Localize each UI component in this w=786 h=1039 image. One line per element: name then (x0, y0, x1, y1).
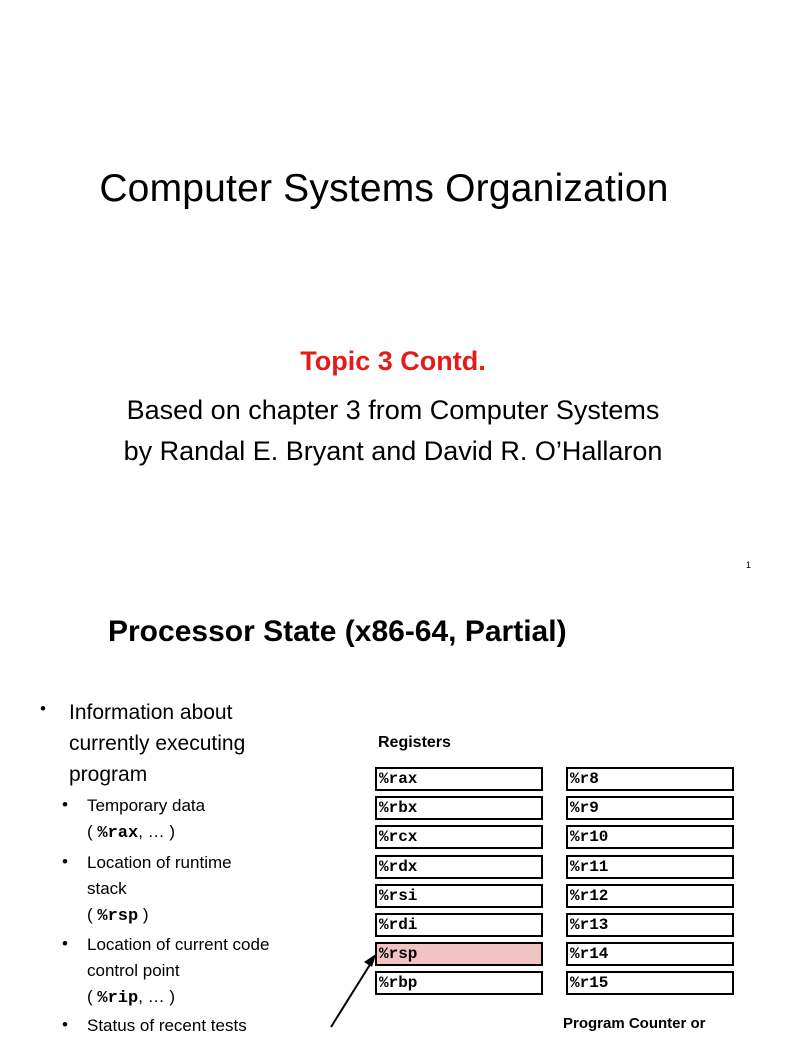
page-number: 1 (746, 560, 752, 570)
register-code: %rip (97, 989, 139, 1008)
register-box: %r10 (566, 825, 734, 849)
register-box: %r15 (566, 971, 734, 995)
bullet-dot-icon: • (40, 699, 46, 718)
register-box: %r8 (566, 767, 734, 791)
bullet-dot-icon: • (62, 852, 68, 871)
code-prefix: ( (87, 987, 98, 1006)
bullet-main-line: Information about (69, 701, 233, 724)
register-box: %r9 (566, 796, 734, 820)
register-code: %rax (97, 824, 139, 843)
register-box: %rdx (375, 855, 543, 879)
code-prefix: ( (87, 822, 98, 841)
sub-bullet-line: stack (87, 879, 127, 898)
register-box: %rcx (375, 825, 543, 849)
register-code: %rsp (97, 907, 139, 926)
register-box: %rsp (375, 942, 543, 966)
program-counter-label: Program Counter or (563, 1015, 706, 1032)
code-suffix: ) (138, 905, 149, 924)
sub-bullet-line: Location of current code (87, 935, 270, 954)
bullet-dot-icon: • (62, 934, 68, 953)
slide-title: Computer Systems Organization (99, 167, 669, 210)
slide-title: Processor State (x86-64, Partial) (108, 615, 567, 648)
processor-state-slide (0, 585, 768, 1035)
register-box: %r12 (566, 884, 734, 908)
sub-bullet-line: Status of recent tests (87, 1016, 247, 1035)
bullet-main-line: program (69, 763, 148, 786)
registers-heading: Registers (378, 734, 451, 751)
register-box: %r11 (566, 855, 734, 879)
register-box: %r13 (566, 913, 734, 937)
sub-bullet-line: control point (87, 961, 180, 980)
bullet-dot-icon: • (62, 795, 68, 814)
code-prefix: ( (87, 905, 98, 924)
register-box: %rax (375, 767, 543, 791)
register-box: %r14 (566, 942, 734, 966)
subtitle-line-2: by Randal E. Bryant and David R. O’Hallaron (123, 436, 663, 466)
register-box: %rsi (375, 884, 543, 908)
sub-bullet-line: Temporary data (87, 796, 206, 815)
register-box: %rbx (375, 796, 543, 820)
bullet-main-line: currently executing (69, 732, 246, 755)
code-suffix: , … ) (138, 822, 176, 841)
sub-bullet-line: Location of runtime (87, 853, 232, 872)
register-box: %rbp (375, 971, 543, 995)
code-suffix: , … ) (138, 987, 176, 1006)
bullet-dot-icon: • (62, 1015, 68, 1034)
pointer-arrow-icon (0, 585, 768, 1024)
topic-heading: Topic 3 Contd. (300, 346, 486, 376)
register-box: %rdi (375, 913, 543, 937)
subtitle-line-1: Based on chapter 3 from Computer Systems (126, 395, 660, 425)
